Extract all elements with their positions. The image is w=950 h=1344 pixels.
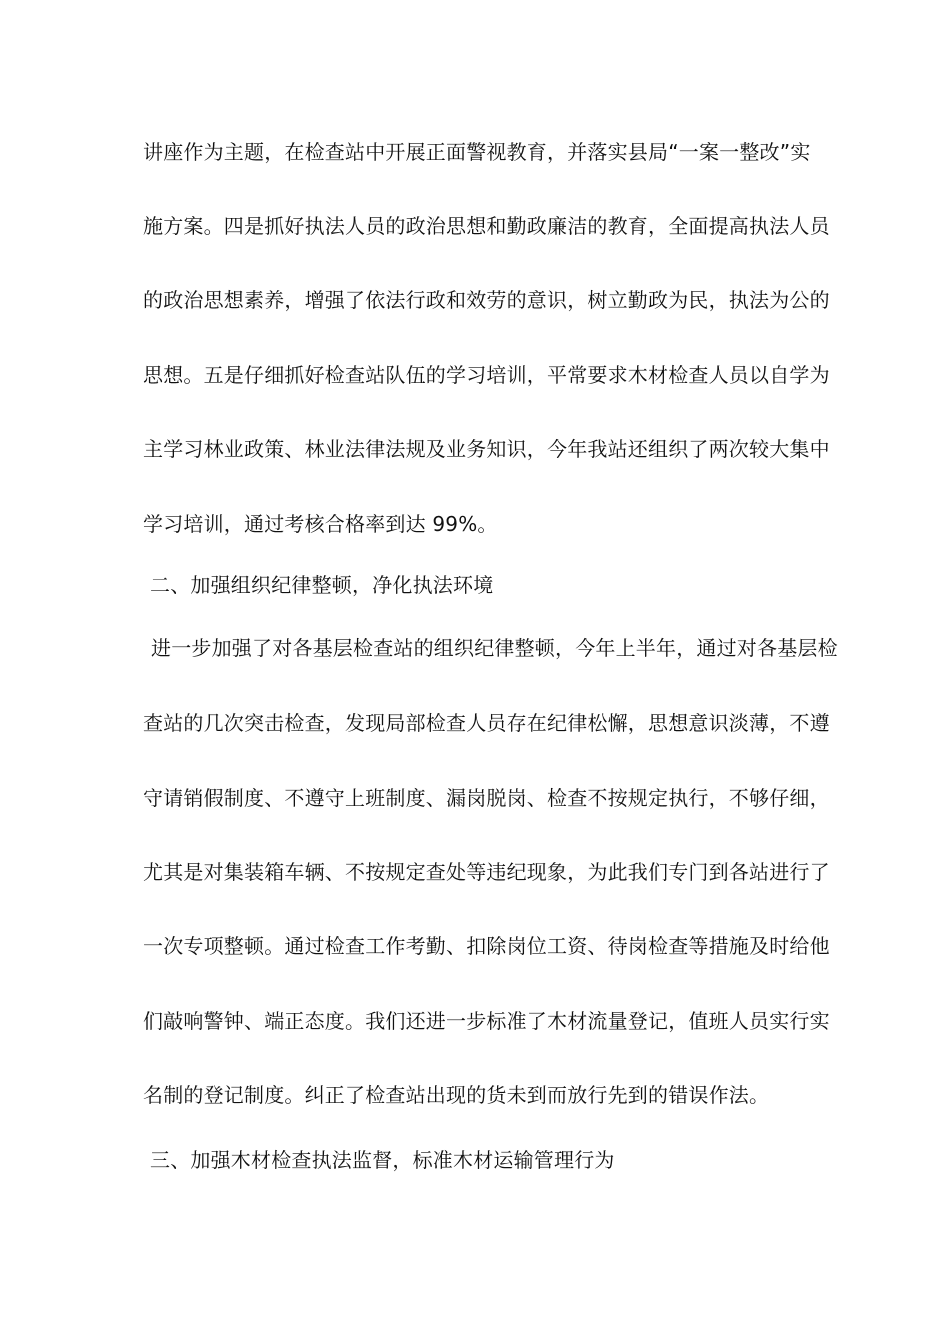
text-line: 查站的几次突击检查，发现局部检查人员存在纪律松懈，思想意识淡薄，不遵 xyxy=(143,711,830,735)
text-line: 尤其是对集装箱车辆、不按规定查处等违纪现象，为此我们专门到各站进行了 xyxy=(143,860,830,884)
section-heading-3: 三、加强木材检查执法监督，标准木材运输管理行为 xyxy=(150,1148,615,1172)
text-line: 守请销假制度、不遵守上班制度、漏岗脱岗、检查不按规定执行，不够仔细， xyxy=(143,786,830,810)
text-line: 主学习林业政策、林业法律法规及业务知识，今年我站还组织了两次较大集中 xyxy=(143,437,830,461)
section-heading-2: 二、加强组织纪律整顿，净化执法环境 xyxy=(150,573,494,597)
text-line: 讲座作为主题，在检查站中开展正面警视教育，并落实县局“一案一整改”实 xyxy=(143,140,811,164)
text-line: 一次专项整顿。通过检查工作考勤、扣除岗位工资、待岗检查等措施及时给他 xyxy=(143,934,830,958)
text-line: 学习培训，通过考核合格率到达 99%。 xyxy=(143,512,498,536)
text-line: 施方案。四是抓好执法人员的政治思想和勤政廉洁的教育，全面提高执法人员 xyxy=(143,214,830,238)
text-line: 们敲响警钟、端正态度。我们还进一步标准了木材流量登记，值班人员实行实 xyxy=(143,1009,830,1033)
text-line: 思想。五是仔细抓好检查站队伍的学习培训，平常要求木材检查人员以自学为 xyxy=(143,363,830,387)
text-line: 的政治思想素养，增强了依法行政和效劳的意识，树立勤政为民，执法为公的 xyxy=(143,288,830,312)
text-line: 名制的登记制度。纠正了检查站出现的货未到而放行先到的错误作法。 xyxy=(143,1083,770,1107)
text-line: 进一步加强了对各基层检查站的组织纪律整顿，今年上半年，通过对各基层检 xyxy=(151,636,838,660)
